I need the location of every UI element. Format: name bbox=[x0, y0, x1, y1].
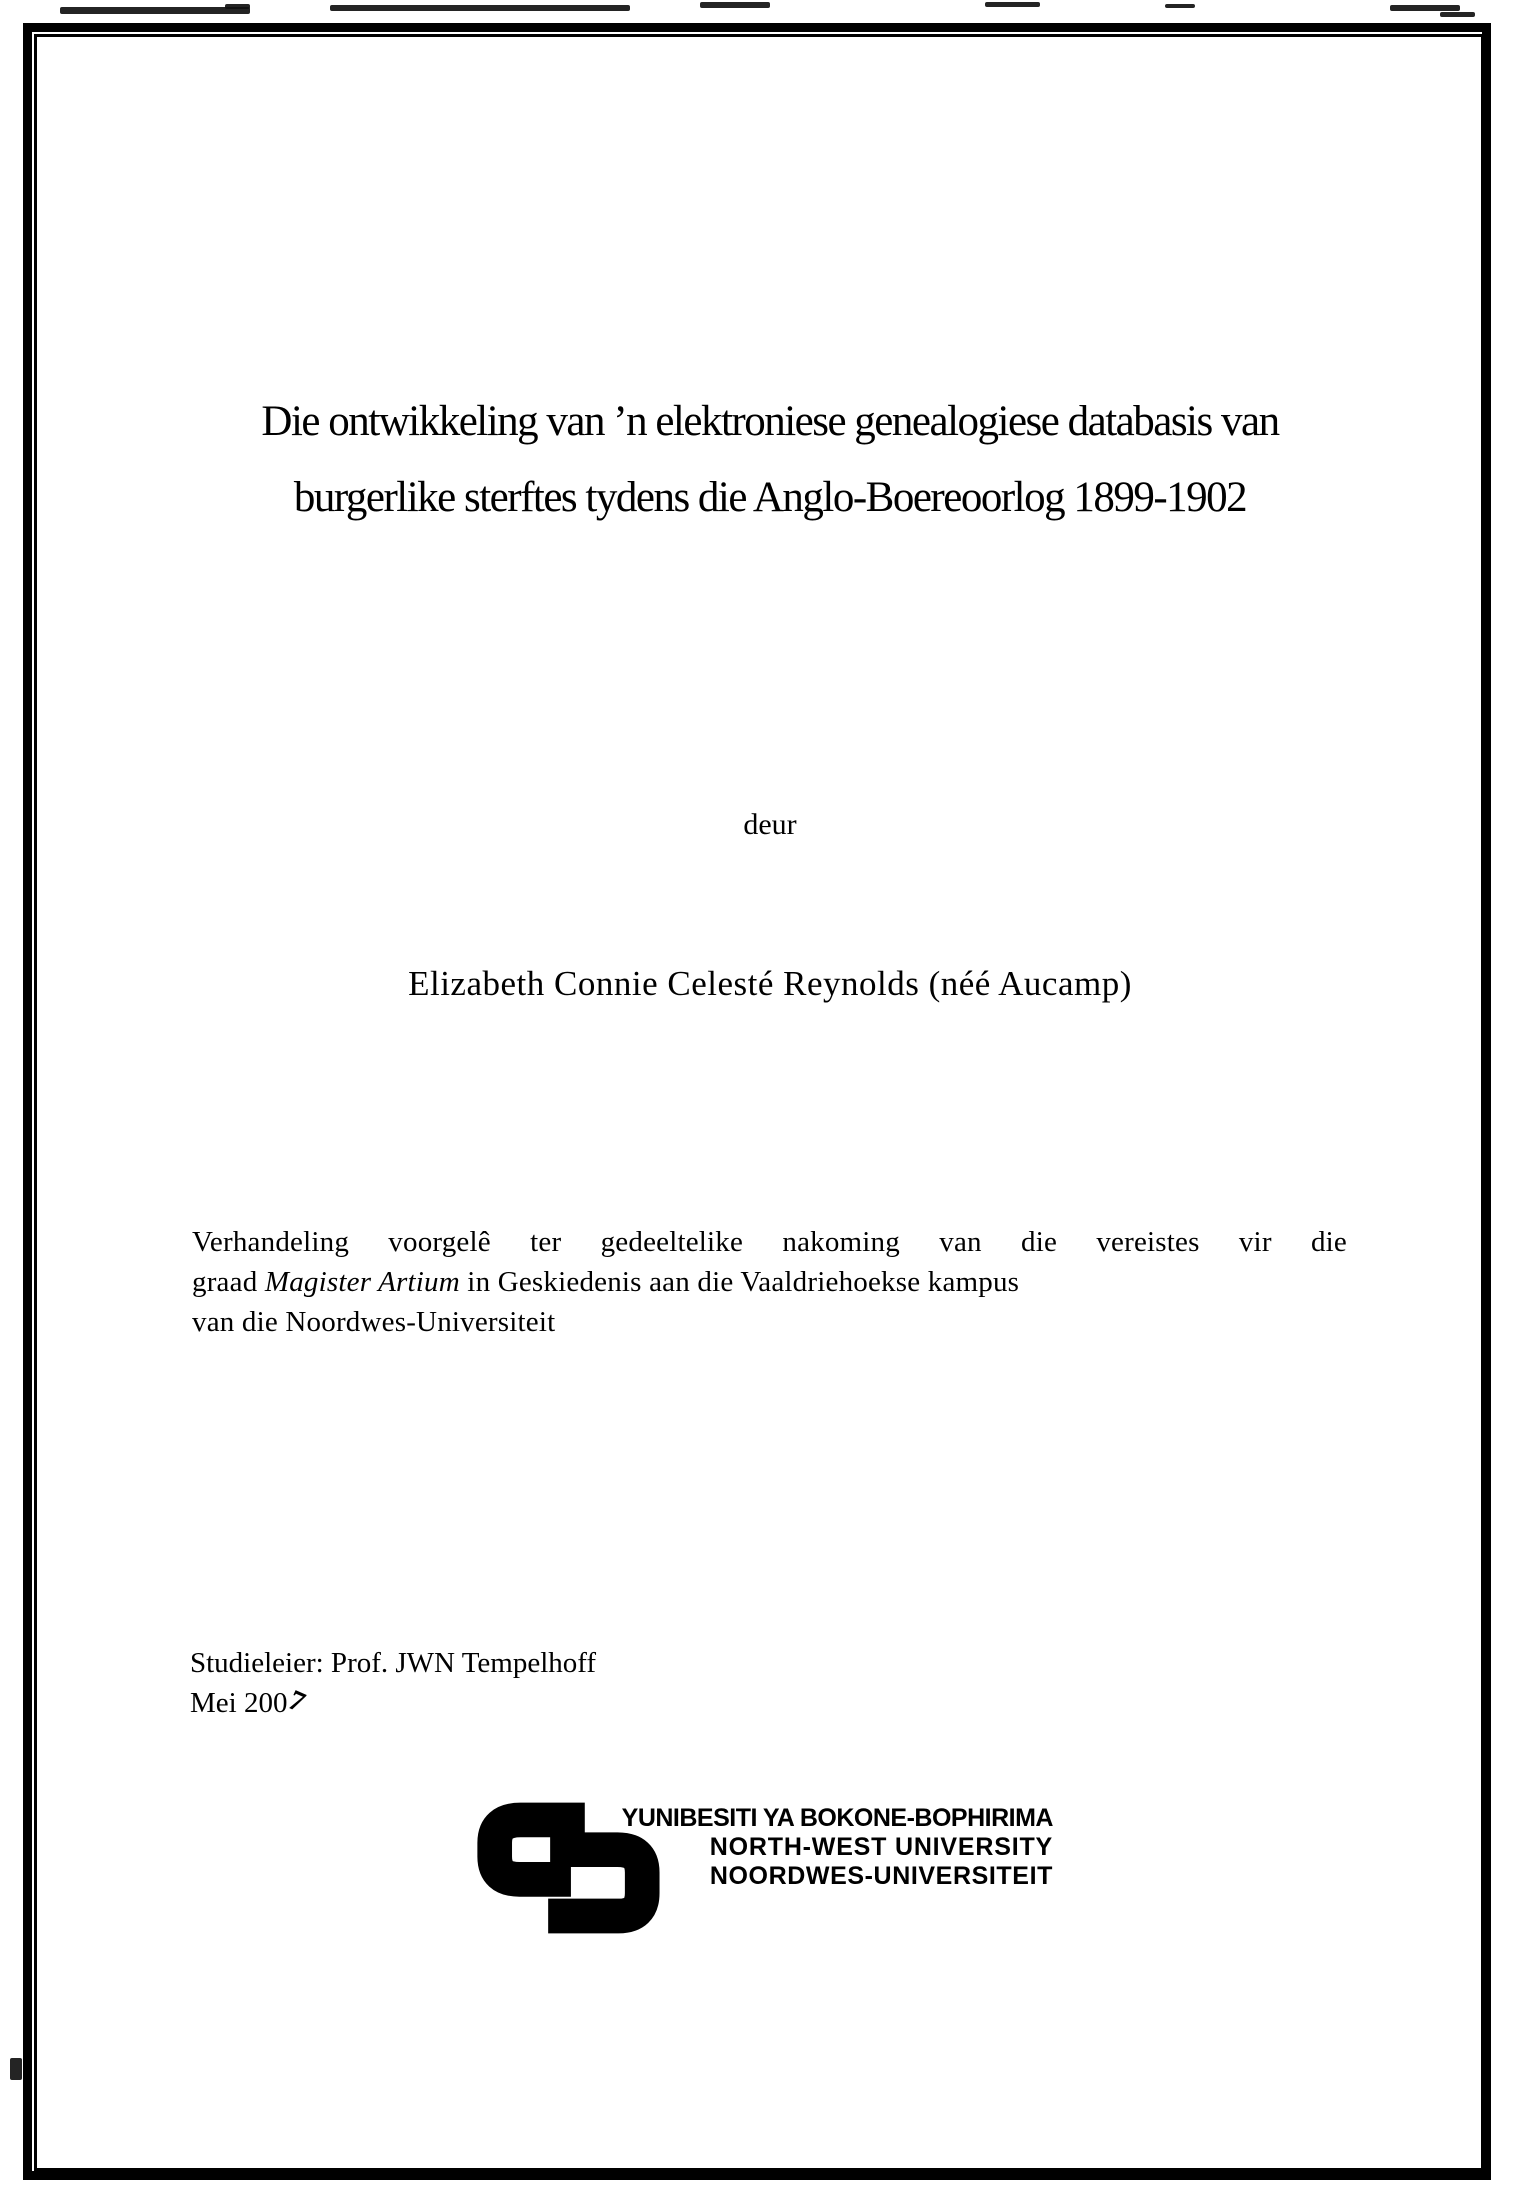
declaration-line-2-prefix: graad bbox=[192, 1266, 265, 1298]
byline-label: deur bbox=[743, 808, 797, 841]
declaration-line-2 bbox=[192, 1262, 1347, 1302]
university-name-english: NORTH-WEST UNIVERSITY bbox=[709, 1833, 1053, 1861]
scan-artifact bbox=[700, 2, 770, 8]
scan-artifact bbox=[60, 7, 250, 14]
date-prefix: Mei 200 bbox=[190, 1687, 288, 1719]
scan-artifact bbox=[1440, 12, 1475, 17]
supervisor-block bbox=[190, 1643, 596, 1723]
scan-artifact bbox=[985, 2, 1040, 7]
university-wordmark bbox=[493, 1804, 1053, 1891]
thesis-title-line-1: Die ontwikkeling van ’n elektroniese genealogiese databasis van bbox=[261, 398, 1279, 445]
university-name-afrikaans: NOORDWES-UNIVERSITEIT bbox=[709, 1862, 1053, 1890]
scan-artifact bbox=[10, 2058, 22, 2080]
thesis-title bbox=[60, 384, 1480, 536]
date-line bbox=[190, 1683, 596, 1723]
date-suffix: 7 bbox=[284, 1683, 311, 1720]
declaration-line-1: Verhandeling voorgelê ter gedeeltelike nakoming van die vereistes vir die bbox=[192, 1226, 1347, 1258]
university-name-setswana: YUNIBESITI YA BOKONE-BOPHIRIMA bbox=[621, 1804, 1053, 1832]
scan-artifact bbox=[330, 5, 630, 11]
thesis-title-line-2: burgerlike sterftes tydens die Anglo-Boereoorlog 1899-1902 bbox=[293, 474, 1247, 521]
scan-artifact bbox=[1390, 5, 1460, 11]
declaration-line-3: van die Noordwes-Universiteit bbox=[192, 1306, 556, 1338]
submission-declaration bbox=[192, 1222, 1347, 1342]
degree-name: Magister Artium bbox=[264, 1266, 460, 1298]
supervisor-line: Studieleier: Prof. JWN Tempelhoff bbox=[190, 1647, 597, 1679]
author-name: Elizabeth Connie Celesté Reynolds (néé Aucamp) bbox=[408, 964, 1132, 1003]
scan-artifact bbox=[225, 4, 250, 9]
declaration-line-2-suffix: in Geskiedenis aan die Vaaldriehoekse kampus bbox=[459, 1266, 1020, 1298]
scan-artifact bbox=[1165, 4, 1195, 8]
